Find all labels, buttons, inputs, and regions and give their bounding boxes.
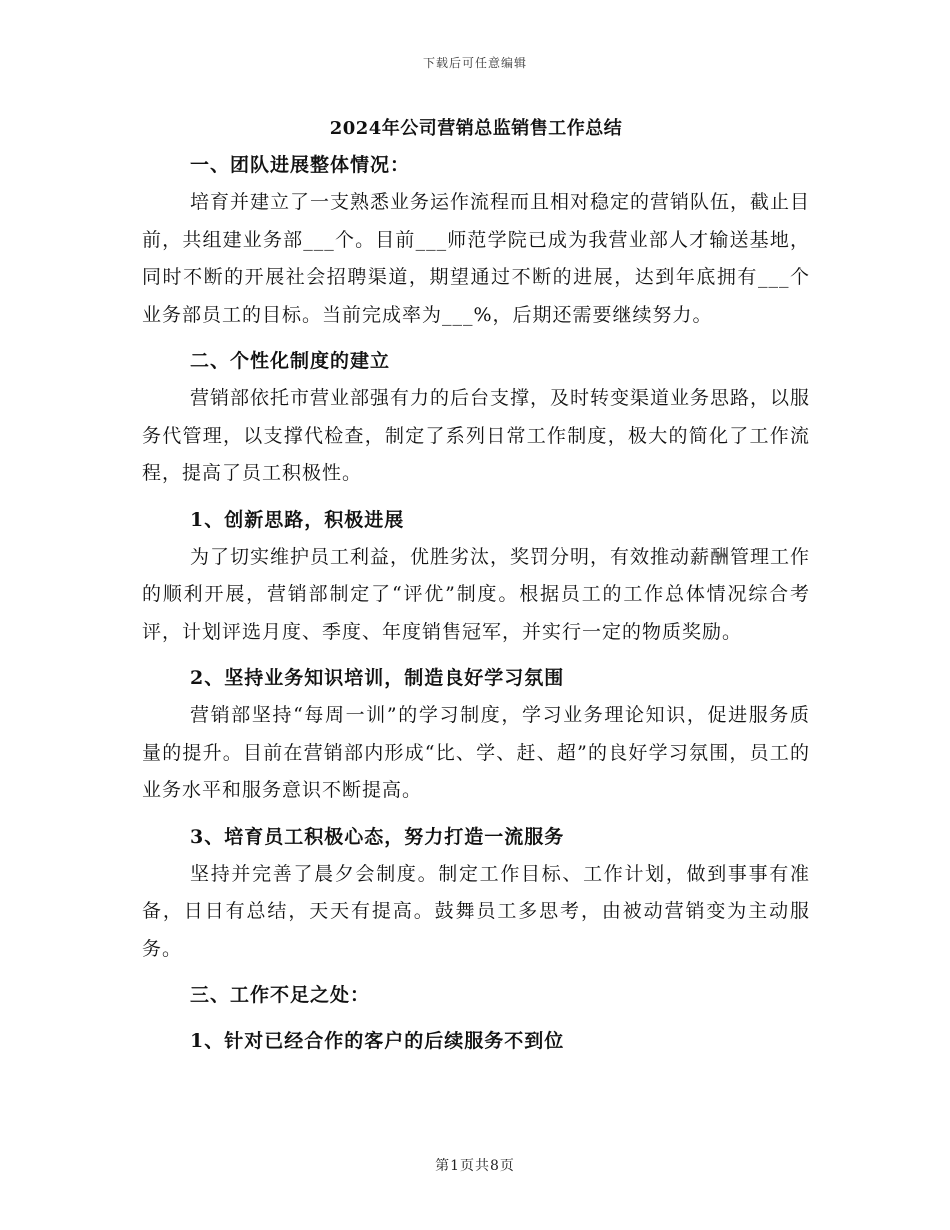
section-heading-2: 二、个性化制度的建立 <box>190 350 391 372</box>
document-body <box>142 112 810 1060</box>
section-paragraph-2: 营销部依托市营业部强有力的后台支撑，及时转变渠道业务思路，以服务代管理，以支撑代检查，制定了系列日常工作制度，极大的简化了工作流程，提高了员工积极性。 <box>142 387 811 484</box>
subsection-paragraph-2-1: 为了切实维护员工利益，优胜劣汰，奖罚分明，有效推动薪酬管理工作的顺利开展，营销部制定了“评优”制度。根据员工的工作总体情况综合考评，计划评选月度、季度、年度销售冠军，并实行一定的物质奖励。 <box>142 545 811 643</box>
header-note: 下载后可任意编辑 <box>422 56 527 70</box>
subsection-paragraph-2-2: 营销部坚持“每周一训”的学习制度，学习业务理论知识，促进服务质量的提升。目前在营销部内形成“比、学、赶、超”的良好学习氛围，员工的业务水平和服务意识不断提高。 <box>142 704 810 801</box>
page-number-footer: 第1页共8页 <box>435 1158 515 1174</box>
subsection-paragraph-2-3: 坚持并完善了晨夕会制度。制定工作目标、工作计划，做到事事有准备，日日有总结，天天有提高。鼓舞员工多思考，由被动营销变为主动服务。 <box>142 862 810 960</box>
document-title: 2024年公司营销总监销售工作总结 <box>329 118 623 139</box>
subsection-heading-3-1: 1、针对已经合作的客户的后续服务不到位 <box>190 1030 565 1052</box>
section-paragraph-1: 培育并建立了一支熟悉业务运作流程而且相对稳定的营销队伍，截止目前，共组建业务部___个。目前___师范学院已成为我营业部人才输送基地，同时不断的开展社会招聘渠道，期望通过不断的进展，达到年底拥有___个业务部员工的目标。当前完成率为___%，后期还需要继续努力。 <box>142 191 811 326</box>
section-heading-3: 三、工作不足之处： <box>190 984 371 1006</box>
section-heading-1: 一、团队进展整体情况： <box>190 154 411 176</box>
subsection-heading-2-2: 2、坚持业务知识培训，制造良好学习氛围 <box>190 667 565 689</box>
subsection-heading-2-3: 3、培育员工积极心态，努力打造一流服务 <box>190 825 565 848</box>
subsection-heading-2-1: 1、创新思路，积极进展 <box>190 508 405 531</box>
